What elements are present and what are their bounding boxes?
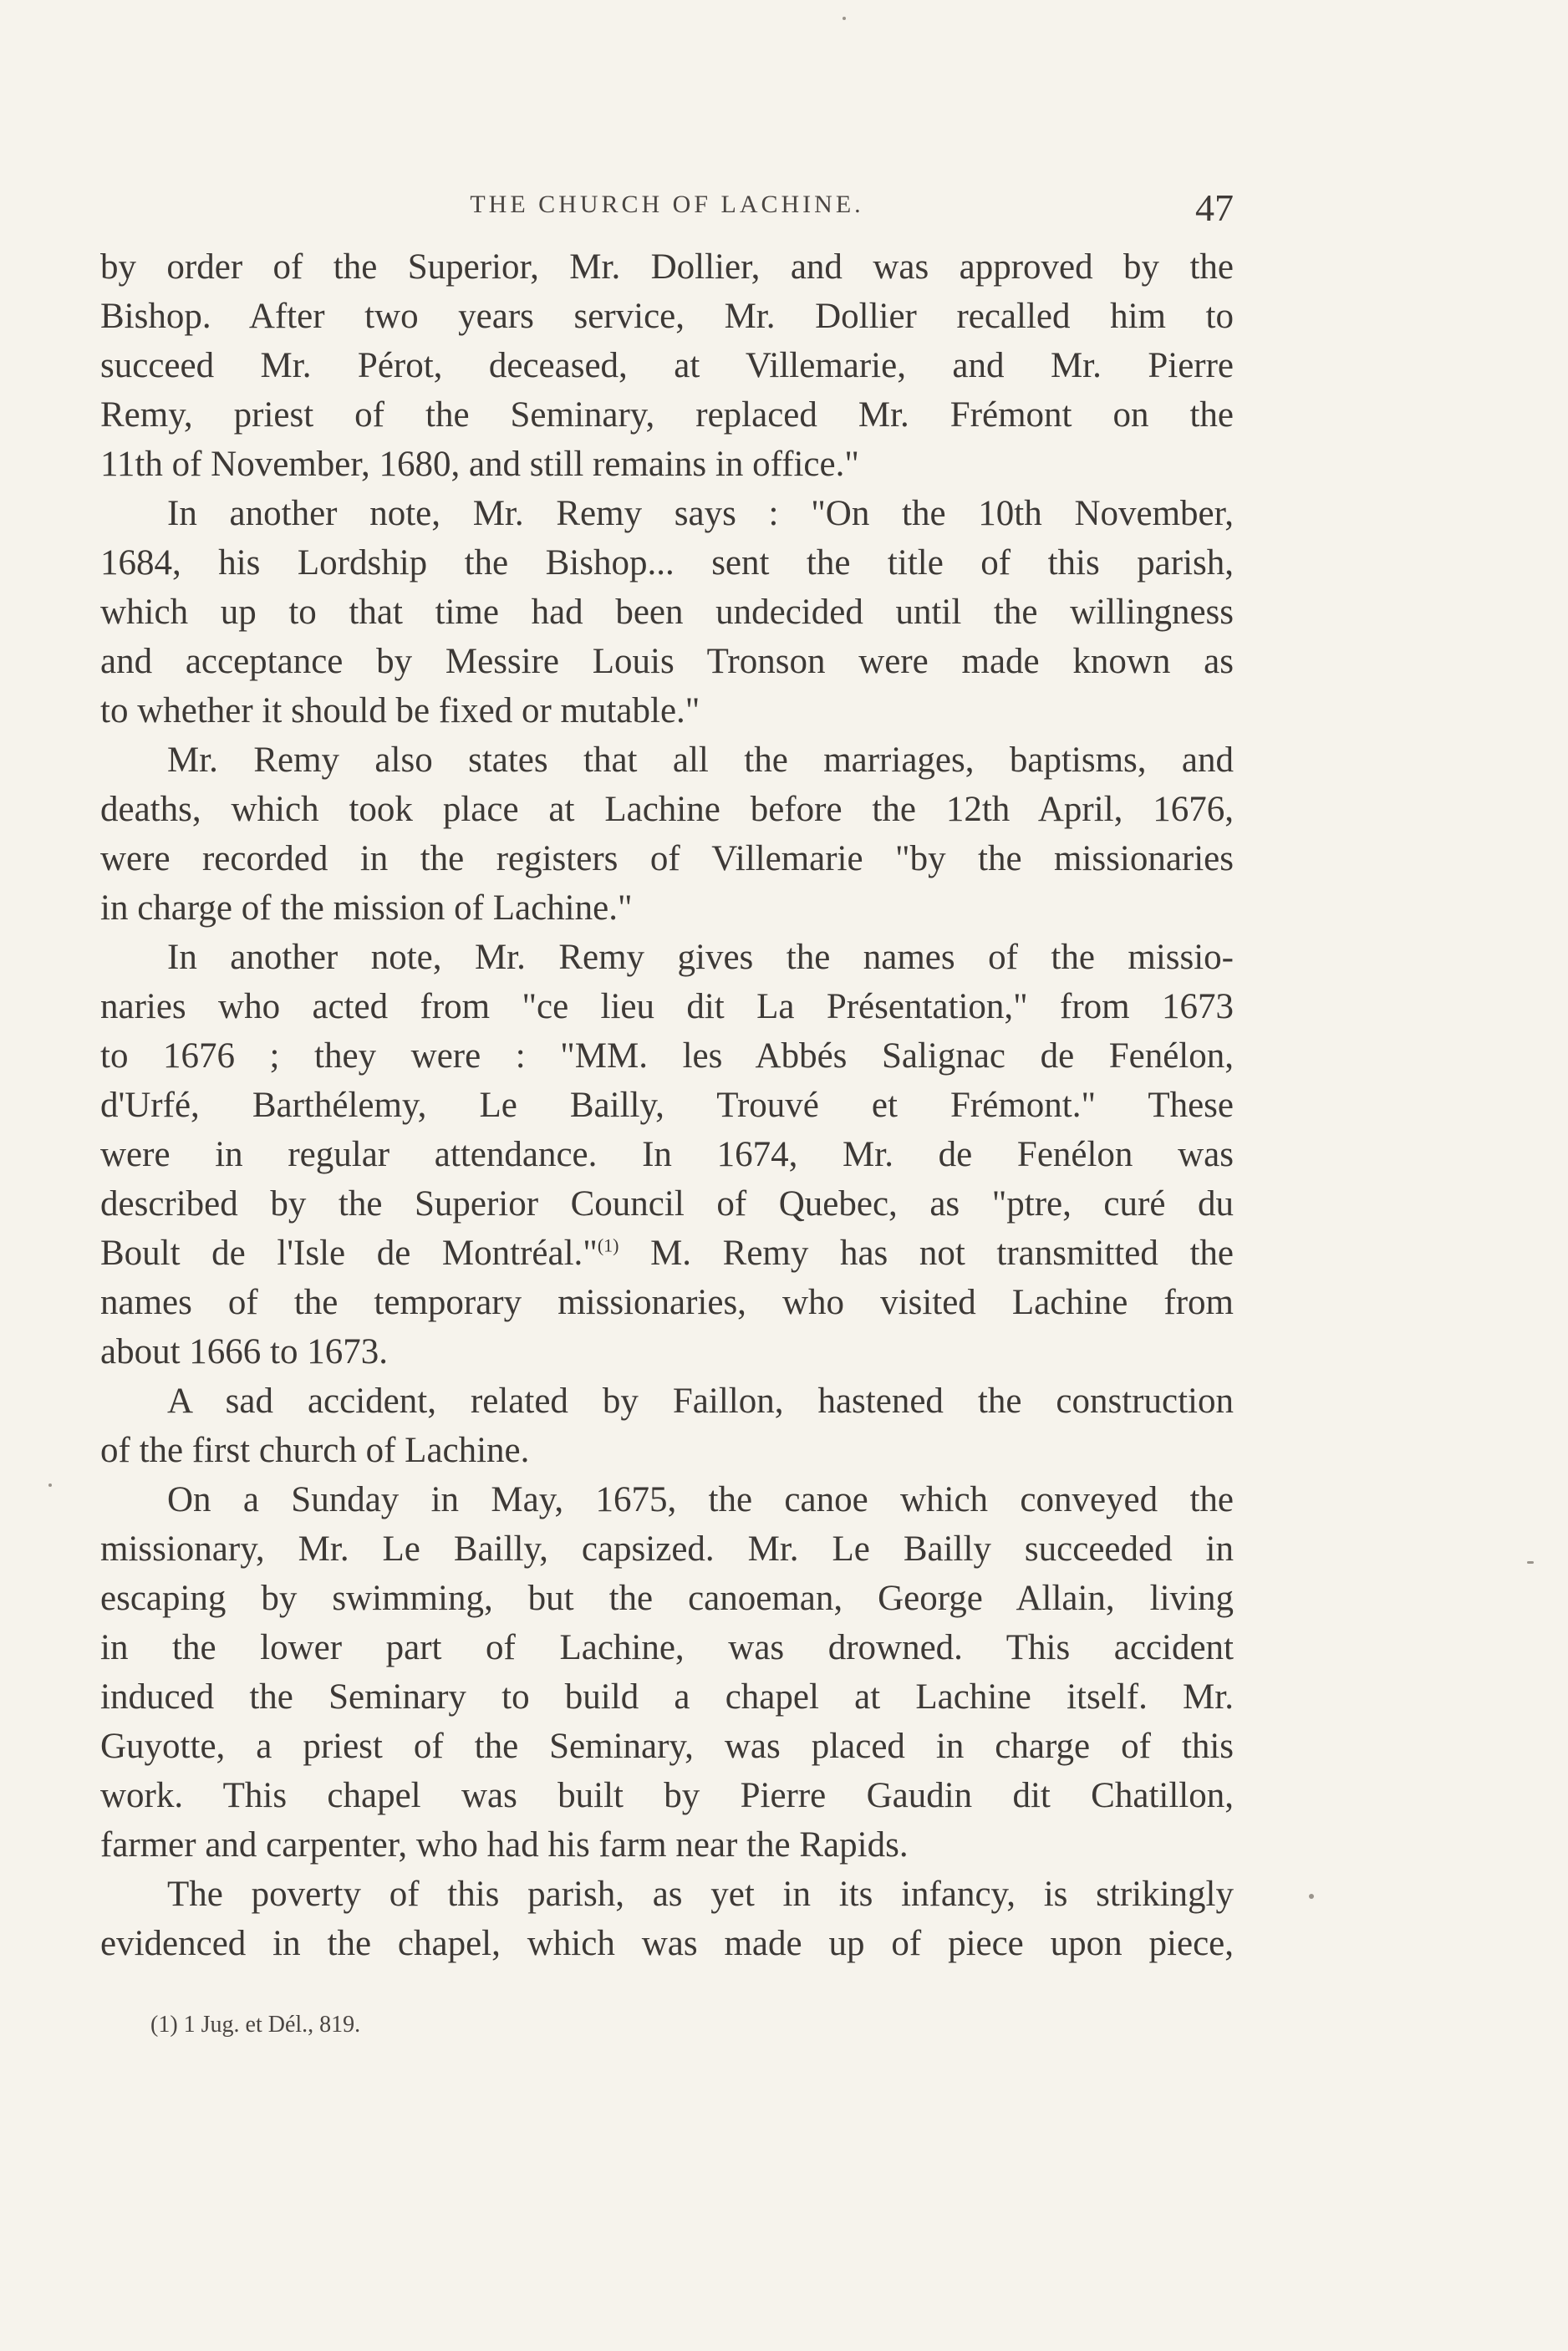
- paper-speck: [1527, 1561, 1534, 1564]
- text-line: 1684, his Lordship the Bishop... sent the title of this parish,: [100, 543, 1234, 583]
- text-line: deaths, which took place at Lachine before the 12th April, 1676,: [100, 790, 1234, 829]
- line-text: Boult de l'Isle de Montréal.": [100, 1234, 598, 1273]
- text-line: On a Sunday in May, 1675, the canoe which conveyed the: [167, 1480, 1234, 1519]
- text-line: induced the Seminary to build a chapel at Lachine itself. Mr.: [100, 1677, 1234, 1717]
- text-line: to whether it should be fixed or mutable.": [100, 691, 700, 730]
- text-line: escaping by swimming, but the canoeman, George Allain, living: [100, 1579, 1234, 1618]
- text-line: Guyotte, a priest of the Seminary, was placed in charge of this: [100, 1727, 1234, 1766]
- text-line: and acceptance by Messire Louis Tronson were made known as: [100, 642, 1234, 681]
- text-line-with-footnote: [100, 1229, 1234, 1278]
- paper-speck: [843, 17, 846, 20]
- text-line: 11th of November, 1680, and still remains in office.": [100, 445, 859, 484]
- text-line: of the first church of Lachine.: [100, 1431, 530, 1470]
- text-line: evidenced in the chapel, which was made up of piece upon piece,: [100, 1924, 1234, 1963]
- text-line: in charge of the mission of Lachine.": [100, 888, 633, 928]
- text-line: Mr. Remy also states that all the marriages, baptisms, and: [167, 740, 1234, 780]
- text-line: described by the Superior Council of Quebec, as "ptre, curé du: [100, 1184, 1234, 1224]
- text-line: about 1666 to 1673.: [100, 1332, 388, 1371]
- text-line: were recorded in the registers of Villemarie "by the missionaries: [100, 839, 1234, 878]
- text-line: succeed Mr. Pérot, deceased, at Villemarie, and Mr. Pierre: [100, 346, 1234, 385]
- body-text: [100, 242, 1234, 1968]
- text-line: In another note, Mr. Remy says : "On the 10th November,: [167, 494, 1234, 533]
- text-line: naries who acted from "ce lieu dit La Présentation," from 1673: [100, 987, 1234, 1026]
- running-title: THE CHURCH OF LACHINE.: [470, 191, 864, 218]
- line-text-continuation: M. Remy has not transmitted the: [650, 1234, 1234, 1273]
- text-line: farmer and carpenter, who had his farm near the Rapids.: [100, 1825, 909, 1865]
- text-line: Remy, priest of the Seminary, replaced Mr. Frémont on the: [100, 395, 1234, 435]
- text-line: The poverty of this parish, as yet in its infancy, is strikingly: [167, 1875, 1234, 1914]
- text-line: missionary, Mr. Le Bailly, capsized. Mr. Le Bailly succeeded in: [100, 1529, 1234, 1569]
- text-line: Bishop. After two years service, Mr. Dollier recalled him to: [100, 297, 1234, 336]
- paper-speck: [1309, 1894, 1314, 1899]
- text-line: A sad accident, related by Faillon, hastened the construction: [167, 1382, 1234, 1421]
- paper-speck: [48, 1483, 52, 1487]
- text-line: to 1676 ; they were : "MM. les Abbés Salignac de Fenélon,: [100, 1036, 1234, 1076]
- text-line: were in regular attendance. In 1674, Mr. de Fenélon was: [100, 1135, 1234, 1174]
- text-line: d'Urfé, Barthélemy, Le Bailly, Trouvé et Frémont." These: [100, 1086, 1234, 1125]
- footnote: (1) 1 Jug. et Dél., 819.: [150, 2012, 361, 2038]
- text-line: in the lower part of Lachine, was drowned. This accident: [100, 1628, 1234, 1667]
- text-line: which up to that time had been undecided until the willingness: [100, 593, 1234, 632]
- text-line: work. This chapel was built by Pierre Gaudin dit Chatillon,: [100, 1776, 1234, 1815]
- text-line: names of the temporary missionaries, who visited Lachine from: [100, 1283, 1234, 1322]
- footnote-reference: (1): [597, 1234, 619, 1256]
- text-line: In another note, Mr. Remy gives the names of the missio-: [167, 938, 1234, 977]
- text-line: by order of the Superior, Mr. Dollier, and was approved by the: [100, 247, 1234, 287]
- page-header: [100, 186, 1234, 236]
- page-number: 47: [1195, 186, 1234, 229]
